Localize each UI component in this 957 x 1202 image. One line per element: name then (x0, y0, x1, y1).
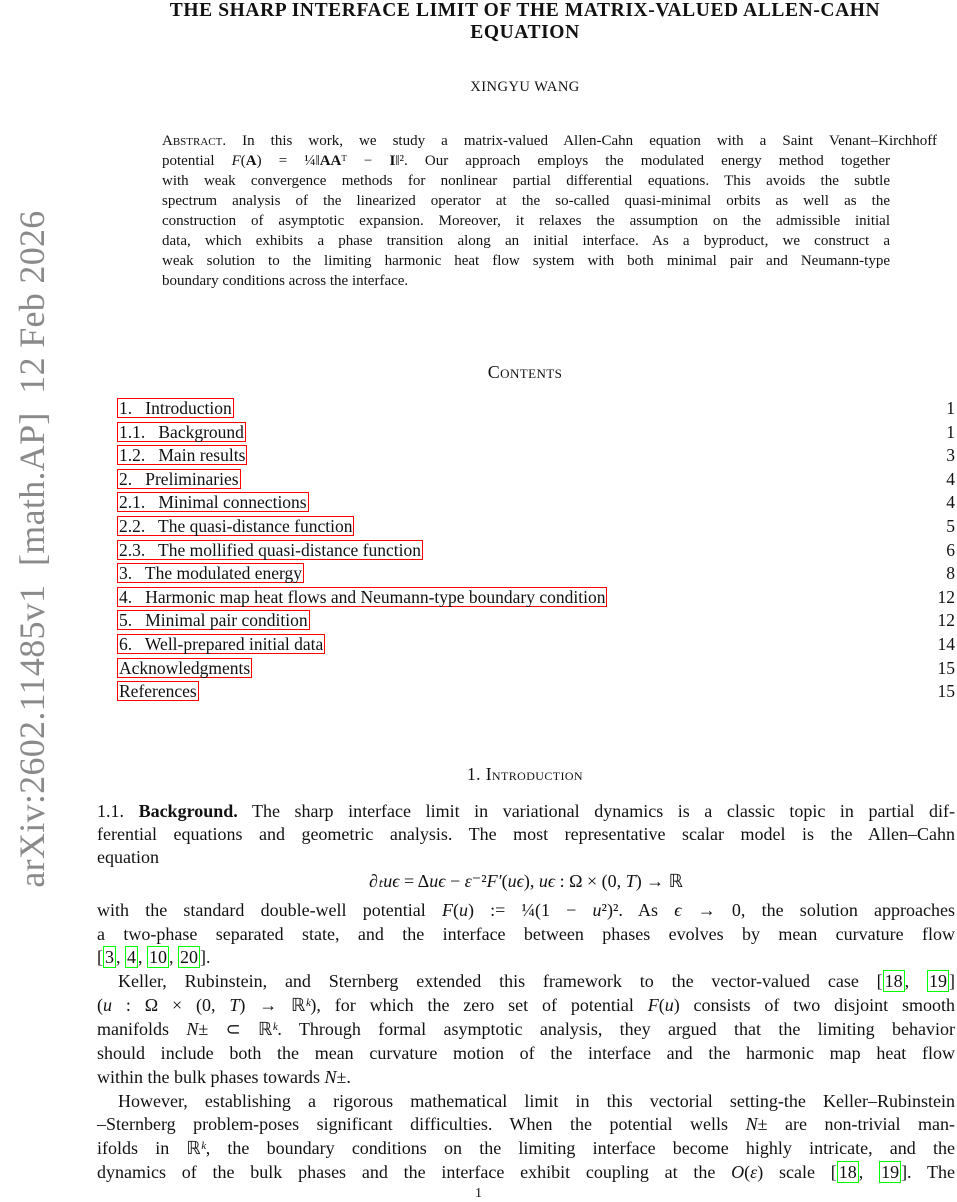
math-symbol: ϵ (516, 871, 524, 891)
toc-entry-link[interactable]: References (119, 681, 197, 702)
text-run: ±. (336, 1067, 351, 1087)
text-run: ( (452, 900, 459, 920)
text-run: → 0, the solution approaches (681, 900, 955, 920)
body-line (97, 846, 955, 869)
abstract-line (162, 131, 937, 151)
toc-entry[interactable] (117, 539, 955, 562)
body-line (97, 970, 955, 993)
text-run: dynamics of the bulk phases and the interface exhibit coupling at the (97, 1162, 732, 1182)
text-run: ferential equations and geometric analysis. The most representative scalar model is the Allen–Cahn (97, 824, 955, 844)
text-run: equation (97, 847, 159, 867)
toc-entry[interactable] (117, 421, 955, 444)
abstract-line (162, 191, 890, 211)
text-run: = Δ (399, 871, 430, 891)
math-symbol: ε (464, 871, 472, 891)
body-line (97, 994, 955, 1017)
citation-link[interactable]: 10 (149, 947, 167, 967)
toc-page-number: 1 (946, 398, 955, 418)
citation-link[interactable]: 19 (929, 971, 947, 991)
text-run: 1.1. (97, 801, 139, 821)
body-line (97, 870, 955, 893)
text-run: manifolds (97, 1019, 187, 1039)
text-run: ]. (200, 947, 211, 967)
toc-entry[interactable] (117, 633, 955, 656)
body-line (97, 1113, 955, 1136)
math-symbol: u (507, 871, 517, 891)
text-run: , (904, 971, 927, 991)
body-line (97, 800, 955, 823)
body-line (97, 1161, 955, 1184)
math-symbol: u (103, 995, 112, 1015)
text-run: should include both the mean curvature motion of the interface and the harmonic map heat flow (97, 1043, 955, 1063)
toc-entry[interactable] (117, 468, 955, 491)
body-line (97, 1018, 955, 1041)
text-run: : Ω × (0, (555, 871, 626, 891)
text-run: However, establishing a rigorous mathematical limit in this vectorial setting-the Keller–Rubinstein (118, 1091, 955, 1111)
abstract-line (162, 231, 890, 251)
text-run: [ (97, 947, 103, 967)
toc-entry[interactable] (117, 680, 955, 703)
body-line (97, 1066, 955, 1089)
text-run: In this work, we study a matrix-valued Allen-Cahn equation with a Saint Venant–Kirchhoff (226, 133, 937, 149)
paper-title-line-2: EQUATION (470, 22, 580, 43)
citation-link[interactable]: 20 (180, 947, 198, 967)
math-symbol: ᵏ (305, 995, 311, 1015)
text-run: ᵀ − (341, 153, 390, 169)
text-run: construction of asymptotic expansion. Moreover, it relaxes the assumption on the admissible initial (162, 213, 890, 229)
section-title: Introduction (485, 764, 583, 784)
abstract-line (162, 251, 890, 271)
text-run: ( (658, 995, 665, 1015)
math-symbol: u (538, 871, 548, 891)
text-run: , (169, 947, 178, 967)
math-symbol: ∂ₜu (369, 871, 393, 891)
text-run: , (858, 1162, 880, 1182)
text-run: ] (949, 971, 955, 991)
toc-page-number: 12 (937, 610, 955, 631)
math-symbol: ϵ (674, 900, 682, 920)
toc-entry-link[interactable]: 4. Harmonic map heat flows and Neumann-type boundary condition (119, 586, 606, 607)
text-run: , (116, 947, 125, 967)
toc-page-number: 8 (946, 563, 955, 584)
text-run: ²)². As (601, 900, 675, 920)
citation-link[interactable]: 18 (884, 971, 903, 991)
body-line (97, 946, 955, 969)
text-run: boundary conditions across the interface. (162, 273, 409, 289)
math-symbol: u (592, 900, 602, 920)
text-run: within the bulk phases towards (97, 1067, 325, 1087)
text-run: ) = ¼‖ (256, 153, 320, 169)
bold-text: AA (319, 153, 342, 169)
text-run: . Through formal asymptotic analysis, they argued that the limiting behavior (277, 1019, 955, 1039)
toc-entry-link[interactable]: Acknowledgments (119, 657, 251, 678)
math-symbol: N (324, 1067, 337, 1087)
toc-entry-link[interactable]: 1.1. Background (119, 421, 244, 442)
page-number: 1 (475, 1186, 482, 1201)
toc-page-number: 14 (937, 634, 955, 654)
text-run: ( (240, 153, 246, 169)
text-run: ⁻² (471, 871, 487, 891)
toc-entry-link[interactable]: 5. Minimal pair condition (119, 610, 308, 631)
text-run: , (138, 947, 147, 967)
body-line (97, 1137, 955, 1160)
toc-entry-link[interactable]: 2.2. The quasi-distance function (119, 516, 353, 536)
bold-text: A (245, 153, 257, 169)
citation-link[interactable]: 19 (881, 1162, 900, 1182)
toc-entry-link[interactable]: 2. Preliminaries (119, 468, 239, 489)
body-line (97, 823, 955, 846)
text-run: weak solution to the limiting harmonic heat flow system with both minimal pair and Neumann-type (162, 253, 890, 269)
bold-text: Background. (138, 801, 238, 821)
text-run: , the boundary conditions on the limiting interface become highly intricate, and the (205, 1138, 955, 1158)
abstract-line (162, 211, 890, 231)
toc-page-number: 15 (937, 681, 955, 702)
citation-link[interactable]: 4 (127, 947, 136, 967)
math-symbol: N (186, 1019, 199, 1039)
math-symbol: u (664, 995, 674, 1015)
math-symbol: N (745, 1114, 758, 1134)
toc-page-number: 3 (946, 445, 955, 466)
toc-entry[interactable] (117, 397, 955, 420)
section-heading-introduction (60, 764, 957, 785)
body-line (97, 899, 955, 922)
math-symbol: ε (750, 1162, 758, 1182)
math-symbol: O (731, 1162, 745, 1182)
math-symbol: F (647, 995, 659, 1015)
body-line (97, 1042, 955, 1065)
toc-entry[interactable] (117, 444, 955, 467)
toc-page-number: 5 (946, 516, 955, 536)
math-symbol: ᵏ (272, 1019, 278, 1039)
text-run: ) consists of two disjoint smooth (673, 995, 956, 1015)
toc-page-number: 15 (937, 657, 955, 678)
toc-entry-link[interactable]: 1.2. Main results (119, 445, 246, 466)
text-run: ‖². Our approach employs the modulated energy method together (395, 153, 890, 169)
text-run: ) → ℝ (635, 871, 683, 891)
text-run: ]. The (901, 1162, 955, 1182)
text-run: ( (97, 995, 103, 1015)
text-run: ), for which the zero set of potential (310, 995, 648, 1015)
contents-heading: Contents (487, 362, 563, 382)
toc-page-number: 4 (946, 492, 955, 513)
math-symbol: F′ (486, 871, 502, 891)
toc-page-number: 6 (946, 539, 955, 560)
abstract-line (162, 151, 890, 171)
toc-page-number: 4 (946, 468, 955, 489)
paper-title-line-1: THE SHARP INTERFACE LIMIT OF THE MATRIX-VALUED ALLEN-CAHN (169, 0, 881, 21)
text-run: with weak convergence methods for nonlinear partial differential equations. This avoids the subtle (162, 173, 890, 189)
math-symbol: F (441, 900, 453, 920)
math-symbol: u (429, 871, 439, 891)
math-symbol: ᵏ (200, 1138, 206, 1158)
math-symbol: ϵ (438, 871, 446, 891)
author-name: XINGYU WANG (470, 79, 580, 95)
text-run: ± ⊂ ℝ (198, 1019, 273, 1039)
section-number: 1. (466, 764, 481, 784)
text-run: Keller, Rubinstein, and Sternberg extended this framework to the vector-valued case [ (118, 971, 883, 991)
text-run: spectrum analysis of the linearized operator at the so-called quasi-minimal orbits as well as the (162, 193, 890, 209)
toc-entry-link[interactable]: 2.3. The mollified quasi-distance function (119, 539, 421, 560)
body-line (97, 923, 955, 946)
text-run: with the standard double-well potential (97, 900, 442, 920)
toc-entry[interactable] (117, 586, 955, 609)
toc-entry[interactable] (117, 562, 955, 585)
text-run: ifolds in ℝ (97, 1138, 201, 1158)
math-symbol: T (625, 871, 636, 891)
text-run: − (445, 871, 465, 891)
abstract-line (162, 271, 890, 291)
text-run: ) := ¼(1 − (467, 900, 593, 920)
math-symbol: u (458, 900, 468, 920)
text-run: ( (744, 1162, 751, 1182)
toc-entry[interactable] (117, 657, 955, 680)
text-run: a two-phase separated state, and the interface between phases evolves by mean curvature flow (97, 924, 955, 944)
citation-link[interactable]: 18 (838, 1162, 857, 1182)
toc-page-number: 1 (946, 421, 955, 442)
text-run: potential (162, 153, 232, 169)
toc-entry-link[interactable]: 6. Well-prepared initial data (119, 634, 324, 654)
toc-entry-link[interactable]: 2.1. Minimal connections (119, 492, 307, 513)
text-run: ) scale [ (757, 1162, 837, 1182)
bold-text: I (389, 153, 396, 169)
toc-entry-link[interactable]: 3. The modulated energy (119, 563, 303, 584)
body-line (97, 1090, 955, 1113)
text-run: ) → ℝ (239, 995, 306, 1015)
toc-entry[interactable] (117, 609, 955, 632)
toc-entry-link[interactable]: 1. Introduction (119, 398, 232, 418)
text-run: ), (523, 871, 539, 891)
text-run: data, which exhibits a phase transition along an initial interface. As a byproduct, we construct a (162, 233, 890, 249)
math-symbol: ϵ (392, 871, 400, 891)
citation-link[interactable]: 3 (105, 947, 114, 967)
text-run: ( (501, 871, 508, 891)
math-symbol: F (231, 153, 241, 169)
toc-page-number: 12 (937, 586, 955, 607)
math-symbol: T (229, 995, 240, 1015)
arxiv-identifier-stamp: arXiv:2602.11485v1 [math.AP] 12 Feb 2026 (12, 210, 52, 888)
text-run: The sharp interface limit in variational dynamics is a classic topic in partial dif- (237, 801, 956, 821)
math-symbol: ϵ (547, 871, 556, 891)
text-run: : Ω × (0, (112, 995, 230, 1015)
abstract-label: Abstract. (162, 133, 227, 149)
text-run: –Sternberg problem-poses significant difficulties. When the potential wells (97, 1114, 746, 1134)
toc-entry[interactable] (117, 491, 955, 514)
toc-entry[interactable] (117, 515, 955, 538)
text-run: ± are non-trivial man- (757, 1114, 955, 1134)
abstract-line (162, 171, 890, 191)
